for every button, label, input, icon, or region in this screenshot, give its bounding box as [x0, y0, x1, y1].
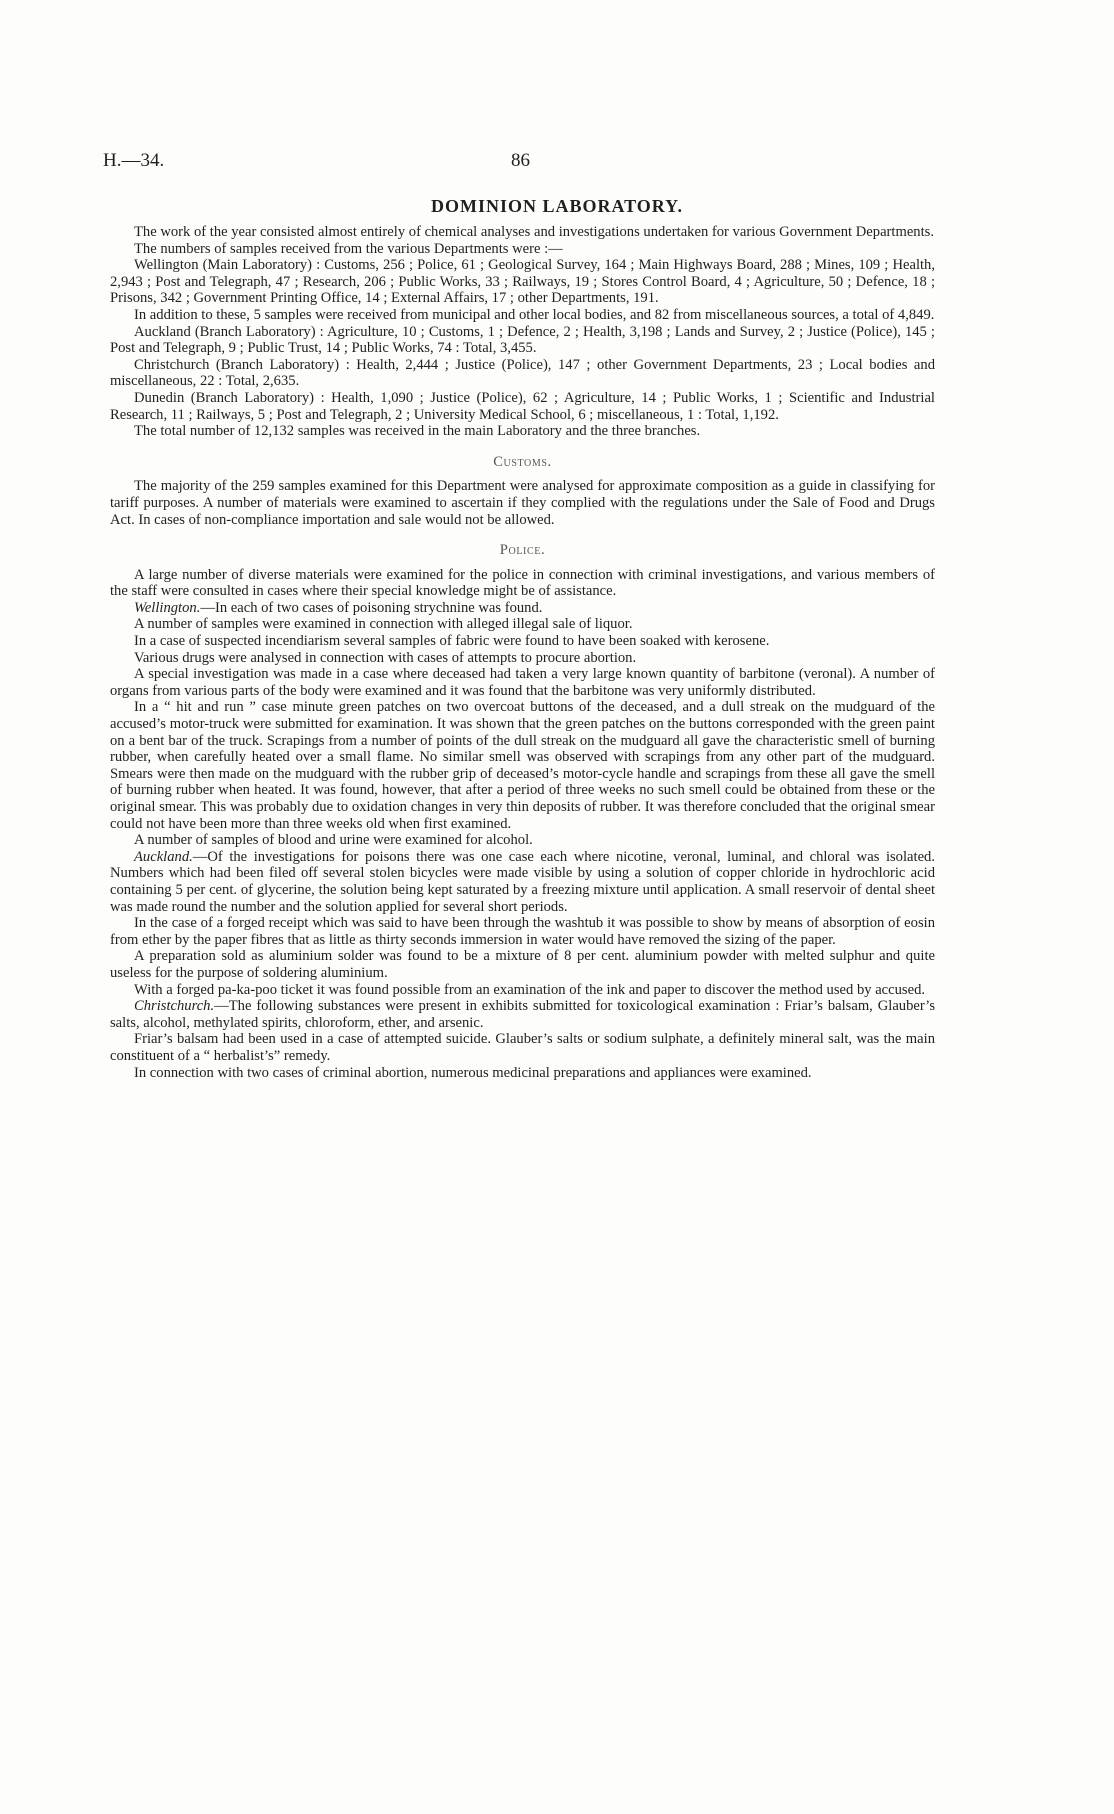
section-heading-police: Police.: [499, 542, 546, 559]
paragraph: In connection with two cases of criminal abortion, numerous medicinal preparations and appliances were examined.: [134, 1064, 812, 1081]
page-number: 86: [511, 150, 530, 171]
paragraph: [110, 998, 935, 1031]
paragraph-lead-auckland: Auckland.: [134, 848, 193, 865]
paragraph: [110, 600, 935, 617]
paragraph: A number of samples of blood and urine were examined for alcohol.: [134, 832, 533, 849]
paragraph: In a case of suspected incendiarism several samples of fabric were found to have been soaked with kerosene.: [134, 633, 770, 650]
section-heading-customs: Customs.: [493, 453, 552, 470]
paragraph-text: —Of the investigations for poisons there was one case each where nicotine, veronal, luminal, and chloral was isolated. Numbers which had been filed off several stolen bicycles were made visible by using a solution of copper chloride in hydrochloric acid containing 5 per cent. of glycerine, the solution being kept saturated by a freezing mixture until application. A small reservoir of dental sheet was made round the number and the solution applied for several short periods.: [110, 848, 935, 915]
paragraph: The work of the year consisted almost entirely of chemical analyses and investigations undertaken for various Government Departments.: [134, 224, 934, 240]
paragraph-text: —The following substances were present in exhibits submitted for toxicological examination : Friar’s balsam, Glauber’s salts, alcohol, methylated spirits, chloroform, ether, and arsenic.: [110, 998, 935, 1031]
document-body: [110, 224, 935, 1081]
paragraph: A large number of diverse materials were examined for the police in connection with criminal investigations, and various members of the staff were consulted in cases where their special knowledge might be of assistance.: [110, 566, 935, 600]
paragraph: Christchurch (Branch Laboratory) : Health, 2,444 ; Justice (Police), 147 ; other Government Departments, 23 ; Local bodies and miscellaneous, 22 : Total, 2,635.: [110, 356, 935, 390]
paragraph-lead-wellington: Wellington.: [134, 599, 201, 616]
paragraph-lead-christchurch: Christchurch.: [134, 998, 215, 1015]
paragraph: A number of samples were examined in connection with alleged illegal sale of liquor.: [134, 616, 633, 633]
paragraph: In addition to these, 5 samples were received from municipal and other local bodies, and 82 from miscellaneous sources, a total of 4,849.: [134, 306, 935, 323]
paragraph: A special investigation was made in a case where deceased had taken a very large known quantity of barbitone (veronal). A number of organs from various parts of the body were examined and it was found that the barbitone was very uniformly distributed.: [110, 666, 935, 699]
paragraph: In the case of a forged receipt which was said to have been through the washtub it was possible to show by means of absorption of eosin from ether by the paper fibres that as little as thirty seconds immersion in water would have removed the sizing of the paper.: [110, 915, 935, 948]
paragraph: Dunedin (Branch Laboratory) : Health, 1,090 ; Justice (Police), 62 ; Agriculture, 14 ; Public Works, 1 ; Scientific and Industrial Research, 11 ; Railways, 5 ; Post and Telegraph, 2 ; University Medical School, 6 ; miscellaneous, 1 : Total, 1,192.: [110, 389, 935, 423]
paragraph: The numbers of samples received from the various Departments were :—: [134, 240, 563, 257]
paragraph: In a “ hit and run ” case minute green patches on two overcoat buttons of the deceased, and a dull streak on the mudguard of the accused’s motor-truck were submitted for examination. It was shown that the green patches on the buttons corresponded with the green paint on a bent bar of the truck. Scrapings from a number of points of the dull streak on the mudguard all gave the characteristic smell of burning rubber, when carefully heated over a small flame. No similar smell was observed with scrapings from any other part of the mudguard. Smears were then made on the mudguard with the rubber grip of deceased’s motor-cycle handle and scrapings from these all gave the smell of burning rubber when heated. It was found, however, that after a period of three weeks no such smell could be obtained from these or the original smear. This was probably due to oxidation changes in very thin deposits of rubber. It was therefore concluded that the original smear could not have been more than three weeks old when first examined.: [110, 699, 935, 832]
paragraph: Wellington (Main Laboratory) : Customs, 256 ; Police, 61 ; Geological Survey, 164 ; Main Highways Board, 288 ; Mines, 109 ; Health, 2,943 ; Post and Telegraph, 47 ; Research, 206 ; Public Works, 33 ; Railways, 19 ; Stores Control Board, 4 ; Agriculture, 50 ; Defence, 18 ; Prisons, 342 ; Government Printing Office, 14 ; External Affairs, 17 ; other Departments, 191.: [110, 257, 935, 307]
paragraph: The majority of the 259 samples examined for this Department were analysed for approximate composition as a guide in classifying for tariff purposes. A number of materials were examined to ascertain if they complied with the regulations under the Sale of Food and Drugs Act. In cases of non-compliance importation and sale would not be allowed.: [110, 478, 935, 528]
paragraph: Friar’s balsam had been used in a case of attempted suicide. Glauber’s salts or sodium sulphate, a definitely mineral salt, was the main constituent of a “ herbalist’s” remedy.: [110, 1031, 935, 1064]
paragraph: With a forged pa-ka-poo ticket it was found possible from an examination of the ink and paper to discover the method used by accused.: [134, 981, 926, 998]
paragraph: [110, 849, 935, 915]
page-header: [103, 150, 949, 180]
paragraph-text: —In each of two cases of poisoning strychnine was found.: [200, 599, 543, 616]
paragraph: Various drugs were analysed in connection with cases of attempts to procure abortion.: [134, 649, 637, 666]
paragraph: A preparation sold as aluminium solder was found to be a mixture of 8 per cent. aluminium powder with melted sulphur and quite useless for the purpose of soldering aluminium.: [110, 948, 935, 981]
page-title: DOMINION LABORATORY.: [430, 196, 684, 216]
paragraph: The total number of 12,132 samples was received in the main Laboratory and the three branches.: [134, 423, 701, 440]
paragraph: Auckland (Branch Laboratory) : Agriculture, 10 ; Customs, 1 ; Defence, 2 ; Health, 3,198 ; Lands and Survey, 2 ; Justice (Police), 145 ; Post and Telegraph, 9 ; Public Trust, 14 ; Public Works, 74 : Total, 3,455.: [110, 323, 935, 357]
document-reference: H.—34.: [103, 150, 165, 171]
